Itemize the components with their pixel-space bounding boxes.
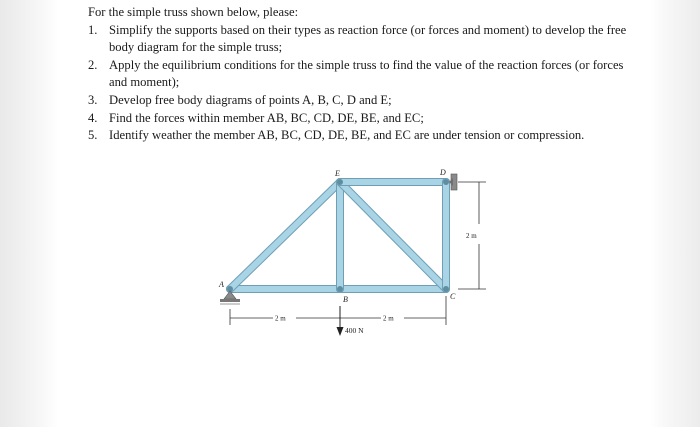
task-number: 5. — [88, 128, 98, 143]
label-node-c: C — [450, 292, 456, 301]
dimension-right-span: 2 m — [383, 314, 394, 323]
label-node-e: E — [335, 169, 340, 178]
joint-e — [337, 179, 343, 185]
load-label: 400 N — [345, 326, 364, 335]
member-ae — [230, 182, 340, 289]
label-node-b: B — [343, 295, 348, 304]
member-ec — [340, 182, 446, 289]
task-text: Find the forces within member AB, BC, CD, DE, BE, and EC; — [109, 110, 424, 125]
joint-d — [443, 179, 449, 185]
task-text: Develop free body diagrams of points A, B, C, D and E; — [109, 92, 392, 107]
label-node-a: A — [219, 280, 224, 289]
truss-members — [230, 182, 446, 289]
problem-intro: For the simple truss shown below, please: — [88, 5, 299, 19]
task-number: 1. — [88, 22, 98, 37]
horizontal-dimensions — [230, 296, 446, 325]
joint-c — [443, 286, 449, 292]
joint-b — [337, 286, 343, 292]
task-number: 3. — [88, 92, 98, 107]
task-number: 2. — [88, 57, 98, 72]
task-text: Identify weather the member AB, BC, CD, DE, BE, and EC are under tension or compression. — [109, 128, 585, 143]
task-text: Apply the equilibrium conditions for the simple truss to find the value of the reaction forces (or forces and moment); — [109, 57, 624, 90]
task-number: 4. — [88, 110, 98, 125]
dimension-left-span: 2 m — [275, 314, 286, 323]
wall-support-icon — [449, 174, 457, 190]
task-text: Simplify the supports based on their types as reaction force (or forces and moment) to develop the free body diagram for the simple truss; — [109, 22, 627, 55]
load-arrow-icon — [337, 306, 344, 336]
dimension-height: 2 m — [466, 232, 477, 240]
label-node-d: D — [440, 168, 446, 177]
